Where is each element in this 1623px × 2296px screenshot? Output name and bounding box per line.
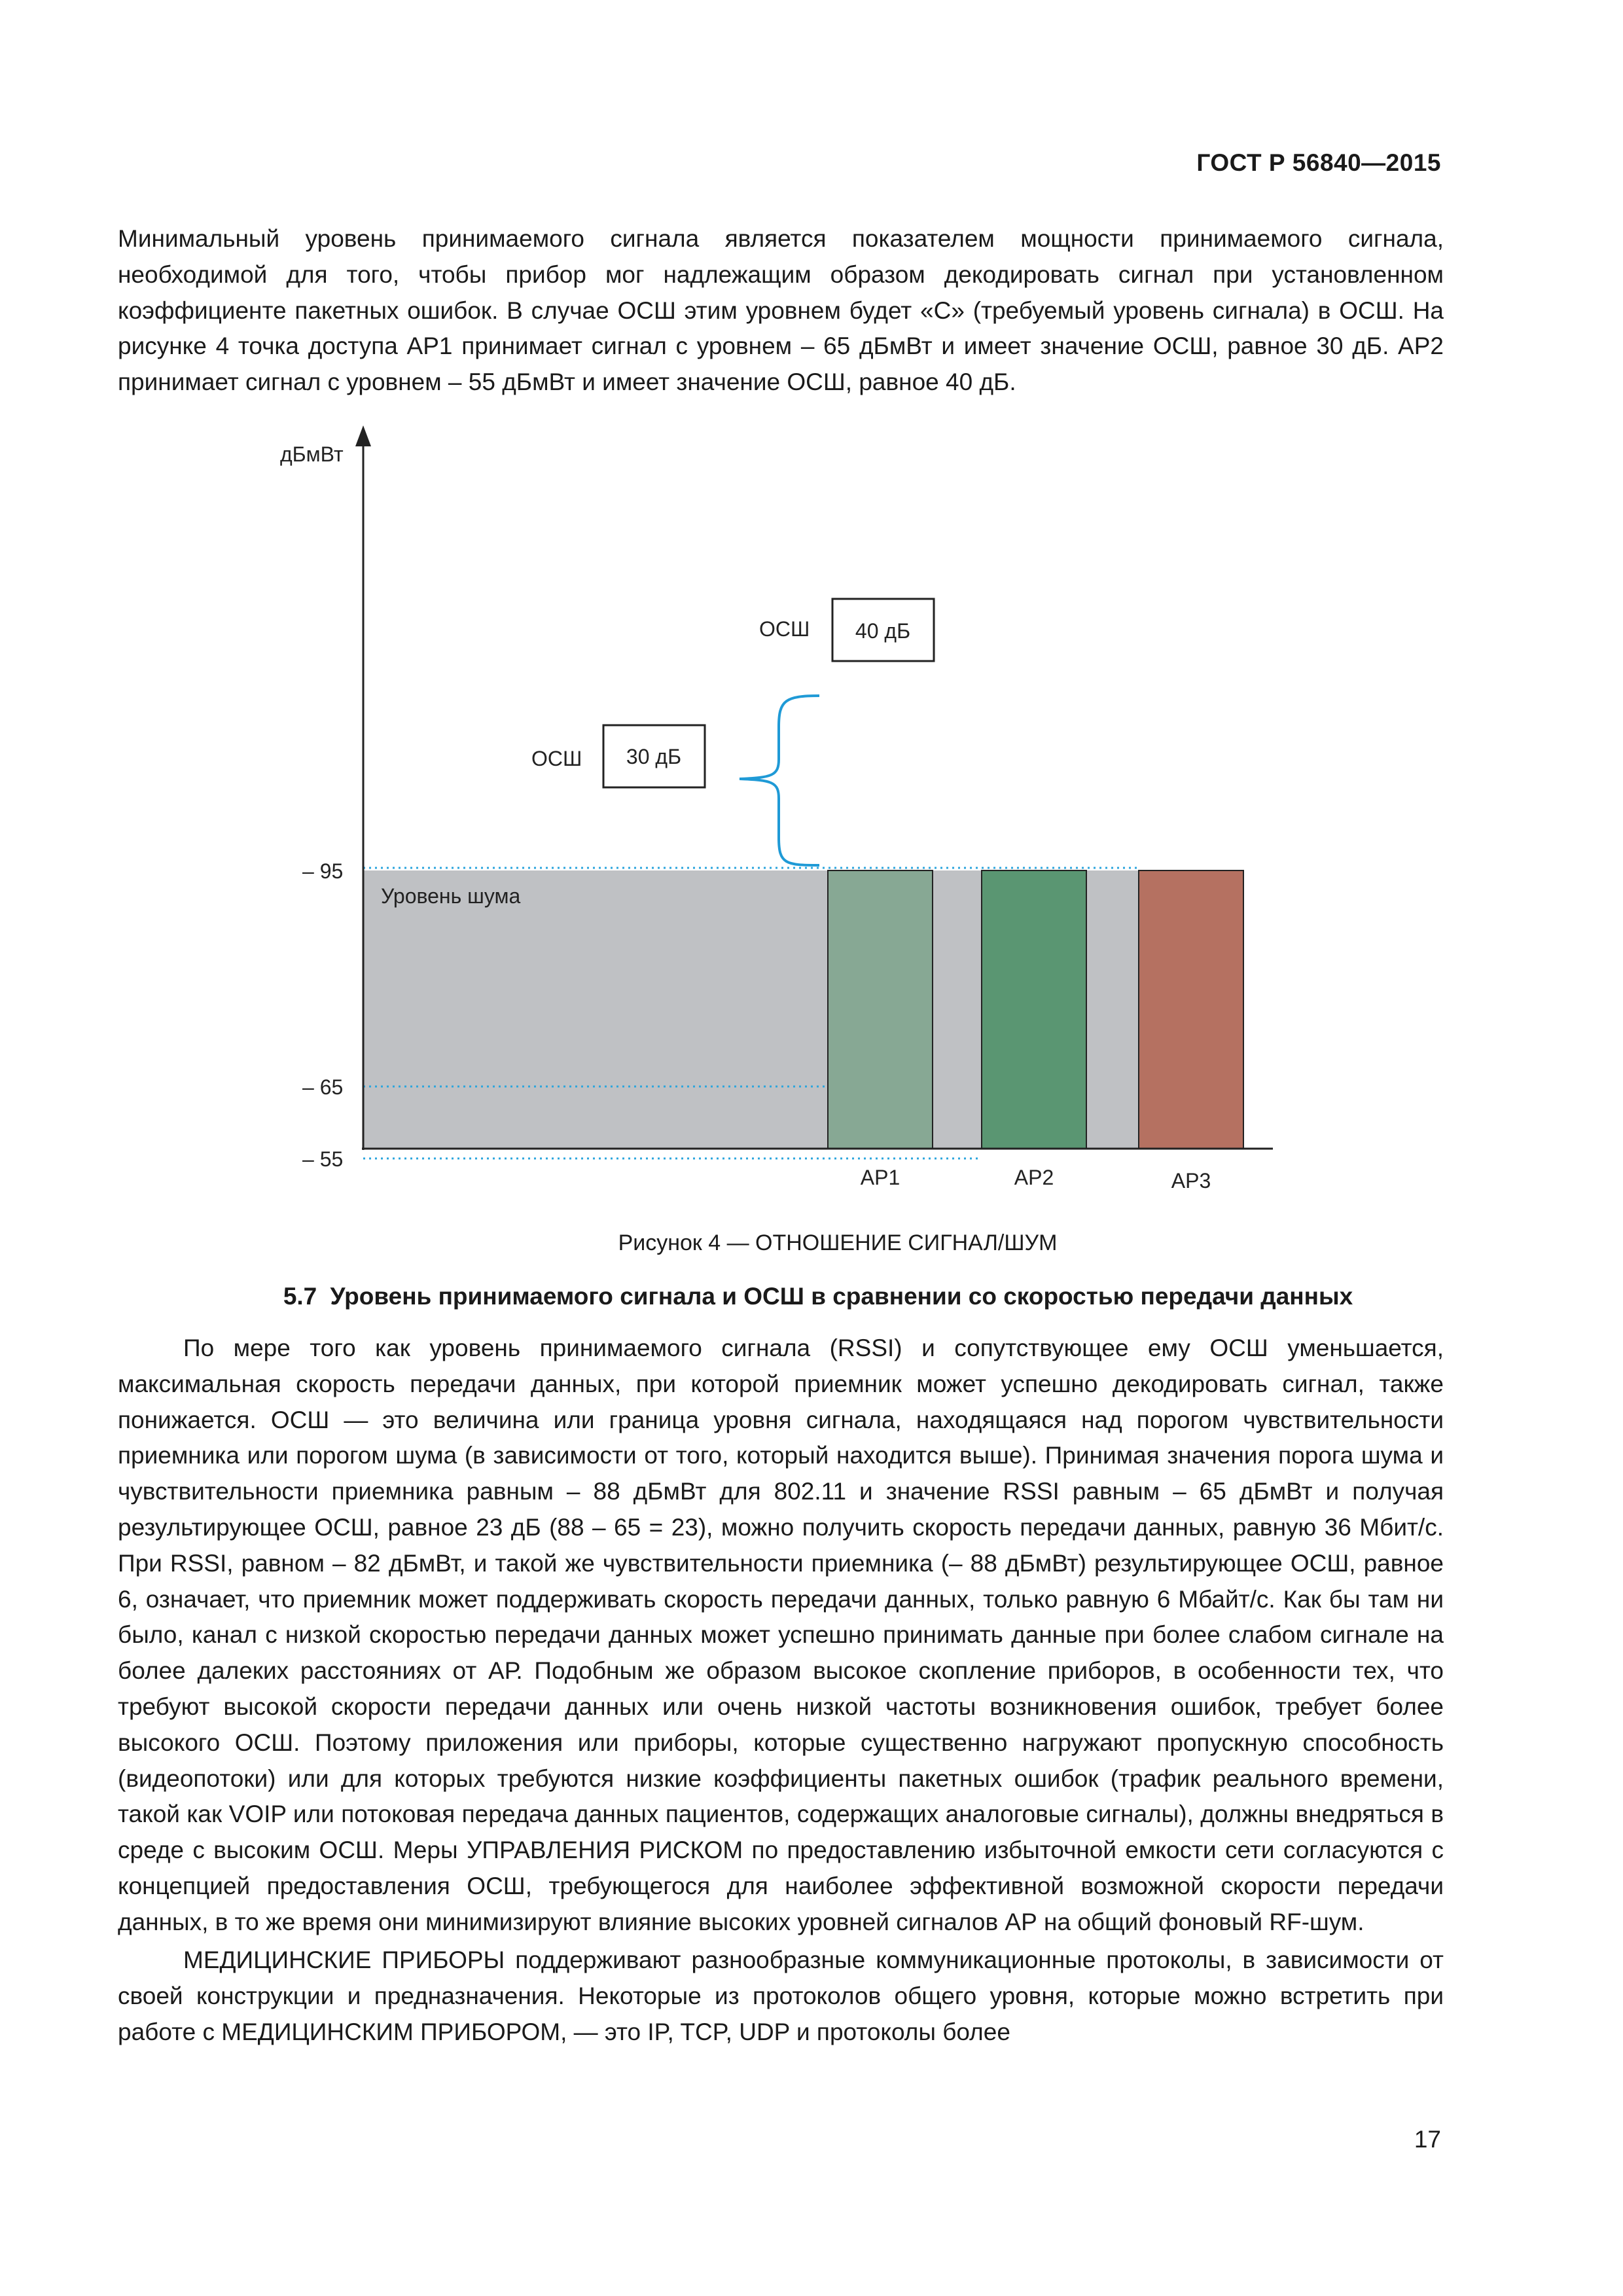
section-title: Уровень принимаемого сигнала и ОСШ в сравнении со скоростью передачи данных [330,1283,1353,1310]
intro-paragraph: Минимальный уровень принимаемого сигнала является показателем мощности принимаемого сигнала, необходимой для того, чтобы прибор мог надлежащим образом декодировать сигнал при установленном коэффициенте пакетных ошибок. В случае ОСШ этим уровнем будет «С» (требуемый уровень сигнала) в ОСШ. На рисунке 4 точка доступа АР1 принимает сигнал с уровнем – 65 дБмВт и имеет значение ОСШ, равное 30 дБ. АР2 принимает сигнал с уровнем – 55 дБмВт и имеет значение ОСШ, равное 40 дБ. [118,225,1444,396]
snr-label-ap2: ОСШ [759,617,810,641]
bar-ap3-noise [1139,870,1243,1149]
section-heading [0,1283,1623,1310]
body-paragraph-2: МЕДИЦИНСКИЕ ПРИБОРЫ поддерживают разнообразные коммуникационные протоколы, в зависимости от своей конструкции и предназначения. Некоторые из протоколов общего уровня, которые можно встретить при работе с МЕДИЦИНСКИМ ПРИБОРОМ, — это IP, TCP, UDP и протоколы более [118,1946,1444,2045]
category-label-ap3: АР3 [1171,1169,1211,1193]
snr-chart [262,419,1283,1230]
section-number: 5.7 [283,1283,317,1310]
snr-figure [262,419,1283,1230]
snr-value-ap1: 30 дБ [626,745,682,768]
category-label-ap2: АР2 [1014,1166,1054,1189]
snr-label-ap1: ОСШ [531,747,582,770]
category-label-ap1: АР1 [860,1166,901,1189]
bar-ap2-noise [982,870,1086,1149]
snr-value-ap2: 40 дБ [855,619,911,643]
ytick-55: – 55 [302,1147,344,1171]
noise-floor-label: Уровень шума [381,884,521,908]
page-number: 17 [1414,2126,1441,2153]
y-axis-arrow-icon [355,425,371,446]
bar-ap1-noise [828,870,933,1149]
body-paragraph-1: По мере того как уровень принимаемого сигнала (RSSI) и сопутствующее ему ОСШ уменьшается, максимальная скорость передачи данных, при которой приемник может успешно декодировать сигнал, также понижается. ОСШ — это величина или граница уровня сигнала, находящаяся над порогом чувствительности приемника или порогом шума (в зависимости от того, который находится выше). Принимая значения порога шума и чувствительности приемника равным – 88 дБмВт для 802.11 и значение RSSI равным – 65 дБмВт и получая результирующее ОСШ, равное 23 дБ (88 – 65 = 23), можно получить скорость передачи данных, равную 36 Мбит/с. При RSSI, равном – 82 дБмВт, и такой же чувствительности приемника (– 88 дБмВт) результирующее ОСШ, равное 6, означает, что приемник может поддерживать скорость передачи данных, только равную 6 Мбайт/с. Как бы там ни было, канал с низкой скоростью передачи данных может успешно принимать данные при более слабом сигнале на более далеких расстояниях от АР. Подобным же образом высокое скопление приборов, в особенности тех, что требуют высокой скорости передачи данных или очень низкой частоты возникновения ошибок, требует более высокого ОСШ. Поэтому приложения или приборы, которые существенно нагружают пропускную способность (видеопотоки) или для которых требуются низкие коэффициенты пакетных ошибок (трафик реального времени, такой как VOIP или потоковая передача данных пациентов, содержащих аналоговые сигналы), должны внедряться в среде с высоким ОСШ. Меры УПРАВЛЕНИЯ РИСКОМ по предоставлению избыточной емкости сети согласуются с концепцией предоставления ОСШ, требующегося для наиболее эффективной возможной скорости передачи данных, в то же время они минимизируют влияние высоких уровней сигналов АР на общий фоновый RF-шум. [118,1335,1444,1935]
document-header: ГОСТ Р 56840—2015 [1196,149,1441,176]
ytick-95: – 95 [302,859,344,883]
y-axis-label: дБмВт [280,442,344,466]
snr-brace [740,696,819,865]
figure-caption: Рисунок 4 — ОТНОШЕНИЕ СИГНАЛ/ШУМ [618,1230,1058,1255]
ytick-65: – 65 [302,1075,344,1099]
